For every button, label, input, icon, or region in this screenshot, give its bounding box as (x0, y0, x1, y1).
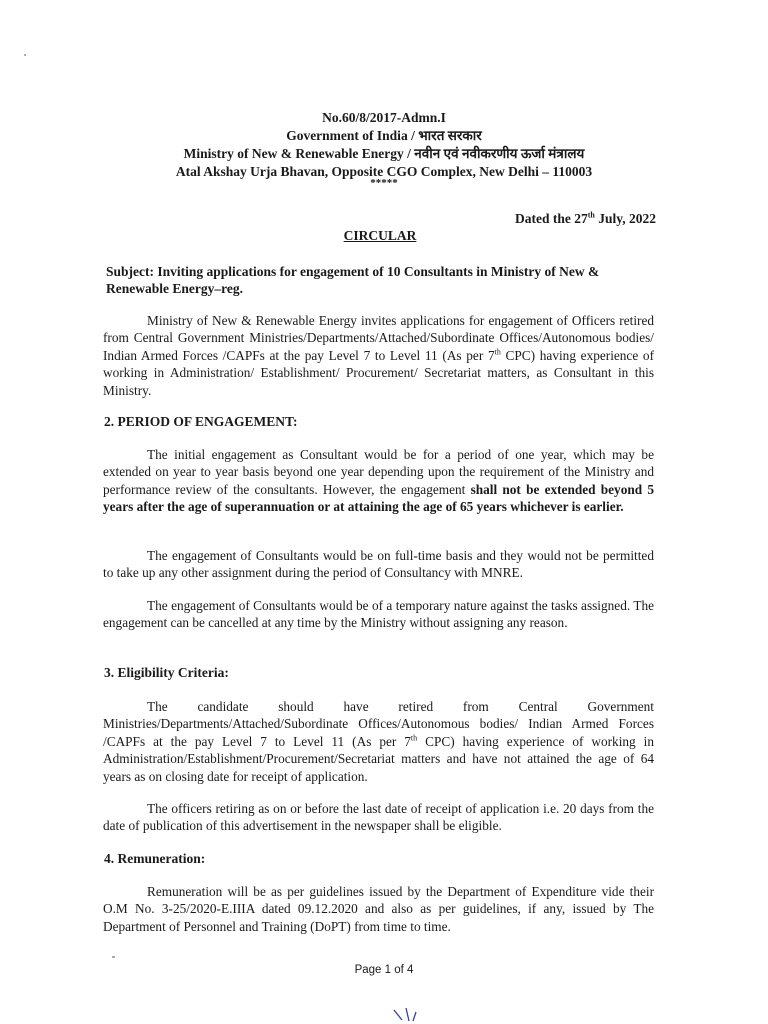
address-line: Atal Akshay Urja Bhavan, Opposite CGO Complex, New Delhi – 110003 (175, 164, 593, 179)
section-2-paragraph-3: The engagement of Consultants would be of a temporary nature against the tasks assigned. The engagement can be cancelled at any time by the Ministry without assigning any reason. (103, 598, 654, 631)
pen-mark-icon (390, 1004, 430, 1024)
ministry-line: Ministry of New & Renewable Energy / नवीन एवं नवीकरणीय ऊर्जा मंत्रालय (183, 146, 585, 161)
file-number: No.60/8/2017-Admn.I (322, 110, 446, 125)
section-3-paragraph-1: The candidate should have retired from Central Government Ministries/Departments/Attached/Subordinate Offices/Autonomous bodies/ Indian Armed Forces /CAPFs at the pay Level 7 to Level 11 (As per 7th CPC) having experience of working in Administration/Establishment/Procurement/Secretariat matters and have not attained the age of 64 years as on closing date for receipt of application. (103, 699, 654, 784)
section-2-paragraph-2: The engagement of Consultants would be on full-time basis and they would not be permitted to take up any other assignment during the period of Consultancy with MNRE. (103, 548, 654, 581)
subject-line: Subject: Inviting applications for engagement of 10 Consultants in Ministry of New & Renewable Energy–reg. (106, 264, 600, 296)
section-2-paragraph-1: The initial engagement as Consultant would be for a period of one year, which may be extended on year to year basis beyond one year depending upon the requirement of the Ministry and performance review of the consultants. However, the engagement shall not be extended beyond 5 years after the age of superannuation or at attaining the age of 65 years whichever is earlier. (103, 447, 655, 515)
section-4-heading: 4. Remuneration: (104, 851, 206, 866)
date-line: Dated the 27th July, 2022 (514, 210, 656, 226)
section-3-heading: 3. Eligibility Criteria: (104, 665, 229, 680)
page-number: Page 1 of 4 (354, 964, 414, 976)
scan-speck (112, 956, 115, 958)
intro-paragraph: Ministry of New & Renewable Energy invites applications for engagement of Officers retired from Central Government Ministries/Departments/Attached/Subordinate Offices/Autonomous bodies/ Indian Armed Forces /CAPFs at the pay Level 7 to Level 11 (As per 7th CPC) having experience of working in Administration/ Establishment/ Procurement/ Secretariat matters, as Consultant in this Ministry. (103, 313, 655, 398)
scan-speck (24, 54, 26, 56)
separator-stars: ***** (370, 177, 398, 189)
circular-title: CIRCULAR (343, 228, 417, 243)
section-3-paragraph-2: The officers retiring as on or before the last date of receipt of application i.e. 20 days from the date of publication of this advertisement in the newspaper shall be eligible. (103, 801, 654, 834)
section-4-paragraph-1: Remuneration will be as per guidelines issued by the Department of Expenditure vide their O.M No. 3-25/2020-E.IIIA dated 09.12.2020 and also as per guidelines, if any, issued by The Department of Personnel and Training (DoPT) from time to time. (103, 884, 654, 934)
section-2-heading: 2. PERIOD OF ENGAGEMENT: (104, 414, 298, 429)
government-line: Government of India / भारत सरकार (286, 128, 482, 143)
